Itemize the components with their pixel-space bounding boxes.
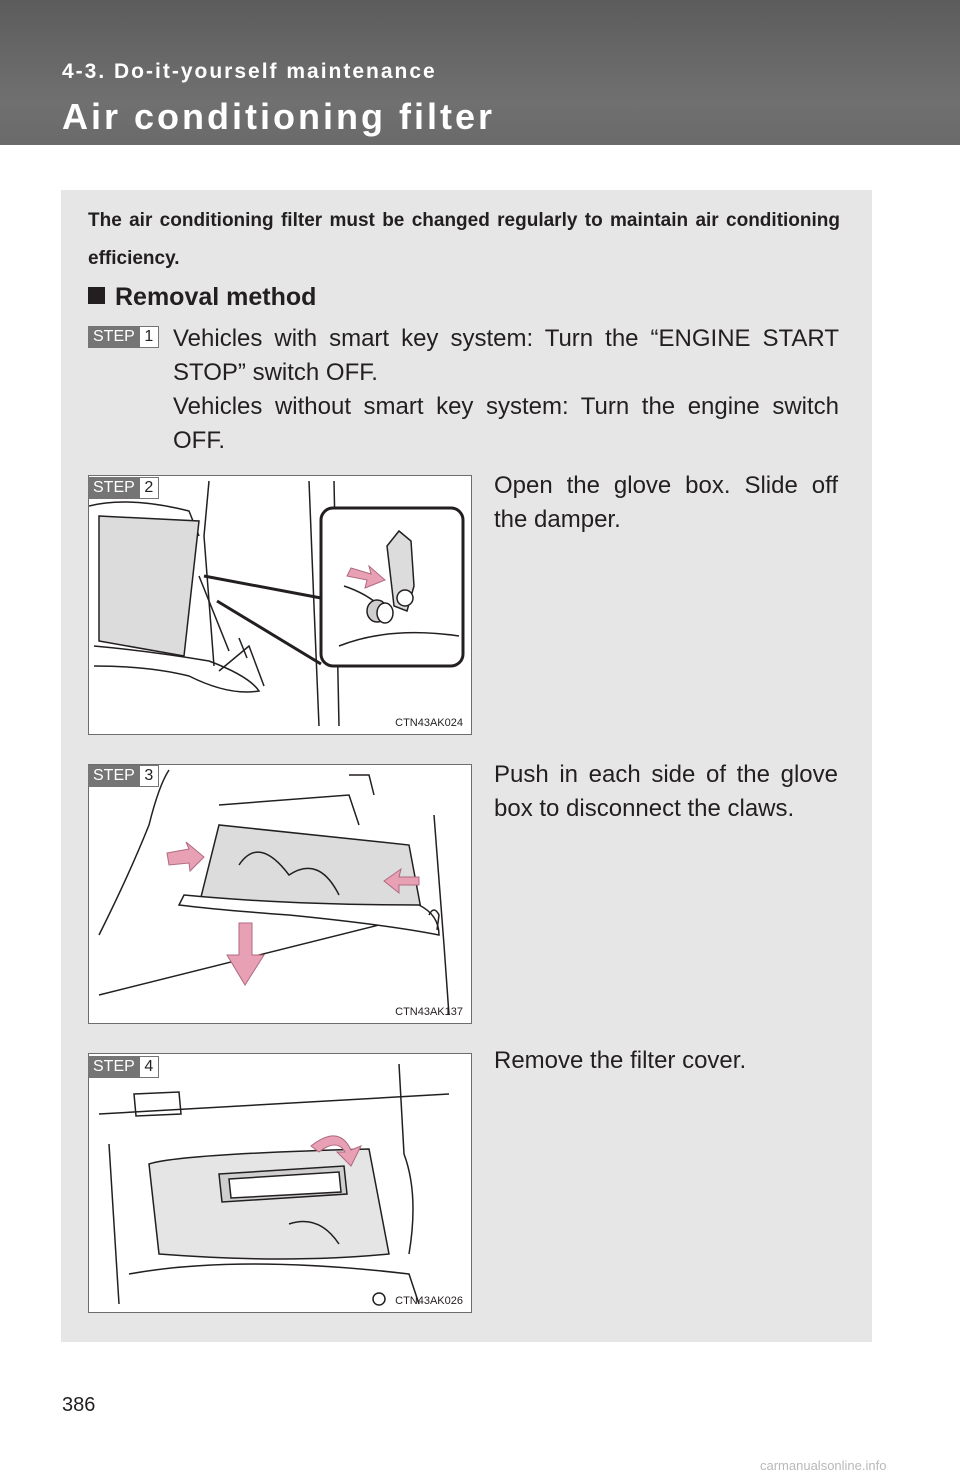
- step-3-badge: [88, 765, 159, 787]
- page-number: 386: [62, 1394, 96, 1416]
- step-2-illustration: [88, 475, 472, 735]
- step-number: 1: [139, 326, 159, 348]
- step-word: STEP: [88, 477, 139, 499]
- square-bullet-icon: [88, 287, 105, 304]
- step-2-badge: [88, 477, 159, 499]
- step-1-badge: [88, 326, 159, 348]
- glove-box-damper-drawing: [89, 476, 472, 735]
- step-1-line-smart-key: Vehicles with smart key system: Turn the “ENGINE START STOP” switch OFF.: [173, 325, 839, 386]
- step-4-illustration: [88, 1053, 472, 1313]
- figure-code: CTN43AK026: [395, 1295, 463, 1307]
- filter-cover-drawing: [89, 1054, 472, 1313]
- removal-heading: [88, 283, 316, 312]
- step-word: STEP: [88, 1056, 139, 1078]
- step-number: 3: [139, 765, 159, 787]
- figure-code: CTN43AK137: [395, 1006, 463, 1018]
- step-1-line-no-smart-key: Vehicles without smart key system: Turn the engine switch OFF.: [173, 393, 839, 454]
- step-4-text: Remove the filter cover.: [494, 1047, 747, 1074]
- step-2-text: Open the glove box. Slide off the damper.: [494, 472, 838, 533]
- step-1-text: [173, 322, 839, 458]
- step-number: 4: [139, 1056, 159, 1078]
- step-word: STEP: [88, 326, 139, 348]
- intro-text: The air conditioning filter must be changed regularly to maintain air conditioning efficiency.: [88, 210, 840, 269]
- section-label: 4-3. Do-it-yourself maintenance: [62, 60, 437, 83]
- step-4-badge: [88, 1056, 159, 1078]
- push-left-side-arrow-icon: [167, 842, 204, 871]
- glove-box-claws-drawing: [89, 765, 472, 1024]
- step-3-illustration: [88, 764, 472, 1024]
- figure-code: CTN43AK024: [395, 717, 463, 729]
- step-word: STEP: [88, 765, 139, 787]
- removal-heading-label: Removal method: [115, 283, 317, 311]
- page-header: [0, 0, 960, 145]
- watermark: carmanualsonline.info: [760, 1458, 887, 1473]
- step-number: 2: [139, 477, 159, 499]
- pull-down-arrow-icon: [227, 923, 264, 985]
- page-title: Air conditioning filter: [62, 96, 495, 137]
- step-3-text: Push in each side of the glove box to disconnect the claws.: [494, 761, 838, 822]
